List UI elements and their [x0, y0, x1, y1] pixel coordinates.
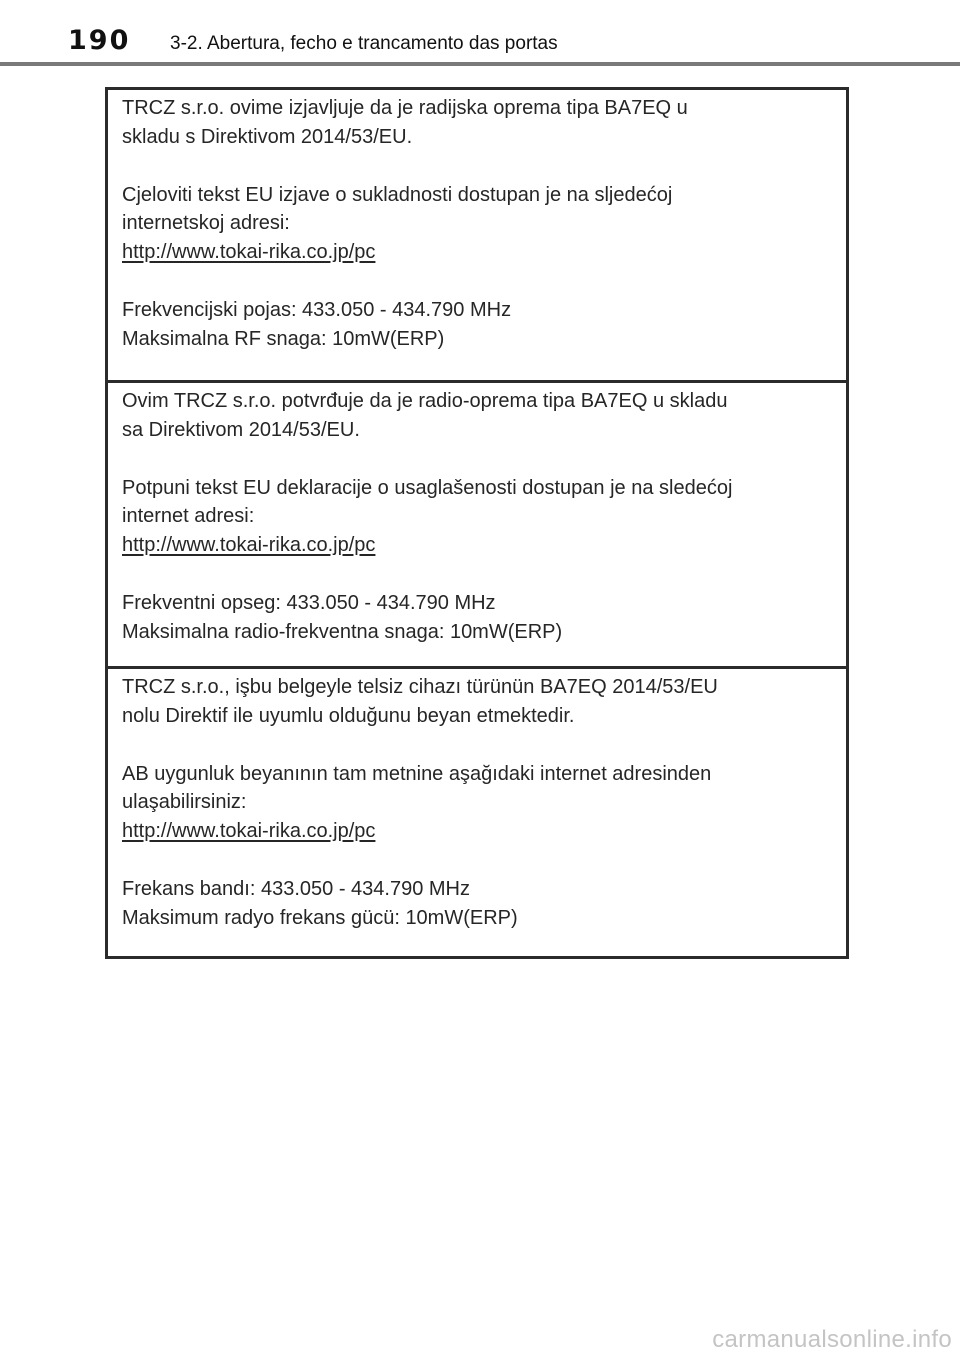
spacer	[122, 445, 832, 474]
header-divider	[0, 62, 960, 66]
max-power: Maksimum radyo frekans gücü: 10mW(ERP)	[122, 906, 518, 929]
statement-line: TRCZ s.r.o. ovime izjavljuje da je radijska oprema tipa BA7EQ u	[122, 97, 688, 119]
spacer	[122, 560, 832, 589]
spacer	[122, 267, 832, 296]
fulltext-line: ulaşabilirsiniz:	[122, 791, 247, 814]
fulltext-line: AB uygunluk beyanının tam metnine aşağıdaki internet adresinden	[122, 762, 712, 785]
declaration-croatian	[108, 90, 846, 380]
declaration-link[interactable]: http://www.tokai-rika.co.jp/pc	[122, 820, 376, 843]
frequency-band: Frekventni opseg: 433.050 - 434.790 MHz	[122, 591, 496, 614]
declaration-link[interactable]: http://www.tokai-rika.co.jp/pc	[122, 534, 376, 557]
max-power: Maksimalna radio-frekventna snaga: 10mW(ERP)	[122, 620, 563, 643]
spacer	[122, 846, 832, 875]
page-number: 190	[68, 25, 131, 56]
fulltext-line: Potpuni tekst EU deklaracije o usaglašenosti dostupan je na sledećoj	[122, 476, 733, 499]
declaration-turkish	[108, 666, 846, 956]
fulltext-line: internet adresi:	[122, 505, 255, 528]
declarations-table	[105, 87, 849, 959]
section-title: 3-2. Abertura, fecho e trancamento das portas	[170, 33, 558, 54]
fulltext-line: Cjeloviti tekst EU izjave o sukladnosti dostupan je na sljedećoj	[122, 183, 673, 206]
frequency-band: Frekans bandı: 433.050 - 434.790 MHz	[122, 877, 470, 900]
spacer	[122, 731, 832, 760]
fulltext-line: internetskoj adresi:	[122, 212, 290, 235]
watermark: carmanualsonline.info	[712, 1326, 952, 1353]
max-power: Maksimalna RF snaga: 10mW(ERP)	[122, 327, 445, 350]
declaration-link[interactable]: http://www.tokai-rika.co.jp/pc	[122, 241, 376, 264]
statement-line: nolu Direktif ile uyumlu olduğunu beyan etmektedir.	[122, 704, 575, 727]
frequency-band: Frekvencijski pojas: 433.050 - 434.790 MHz	[122, 298, 512, 321]
declaration-serbian	[108, 380, 846, 666]
spacer	[122, 152, 832, 181]
statement-line: TRCZ s.r.o., işbu belgeyle telsiz cihazı türünün BA7EQ 2014/53/EU	[122, 676, 718, 698]
statement-line: Ovim TRCZ s.r.o. potvrđuje da je radio-oprema tipa BA7EQ u skladu	[122, 390, 728, 412]
statement-line: sa Direktivom 2014/53/EU.	[122, 418, 360, 441]
statement-line: skladu s Direktivom 2014/53/EU.	[122, 125, 413, 148]
page-header	[0, 0, 960, 66]
